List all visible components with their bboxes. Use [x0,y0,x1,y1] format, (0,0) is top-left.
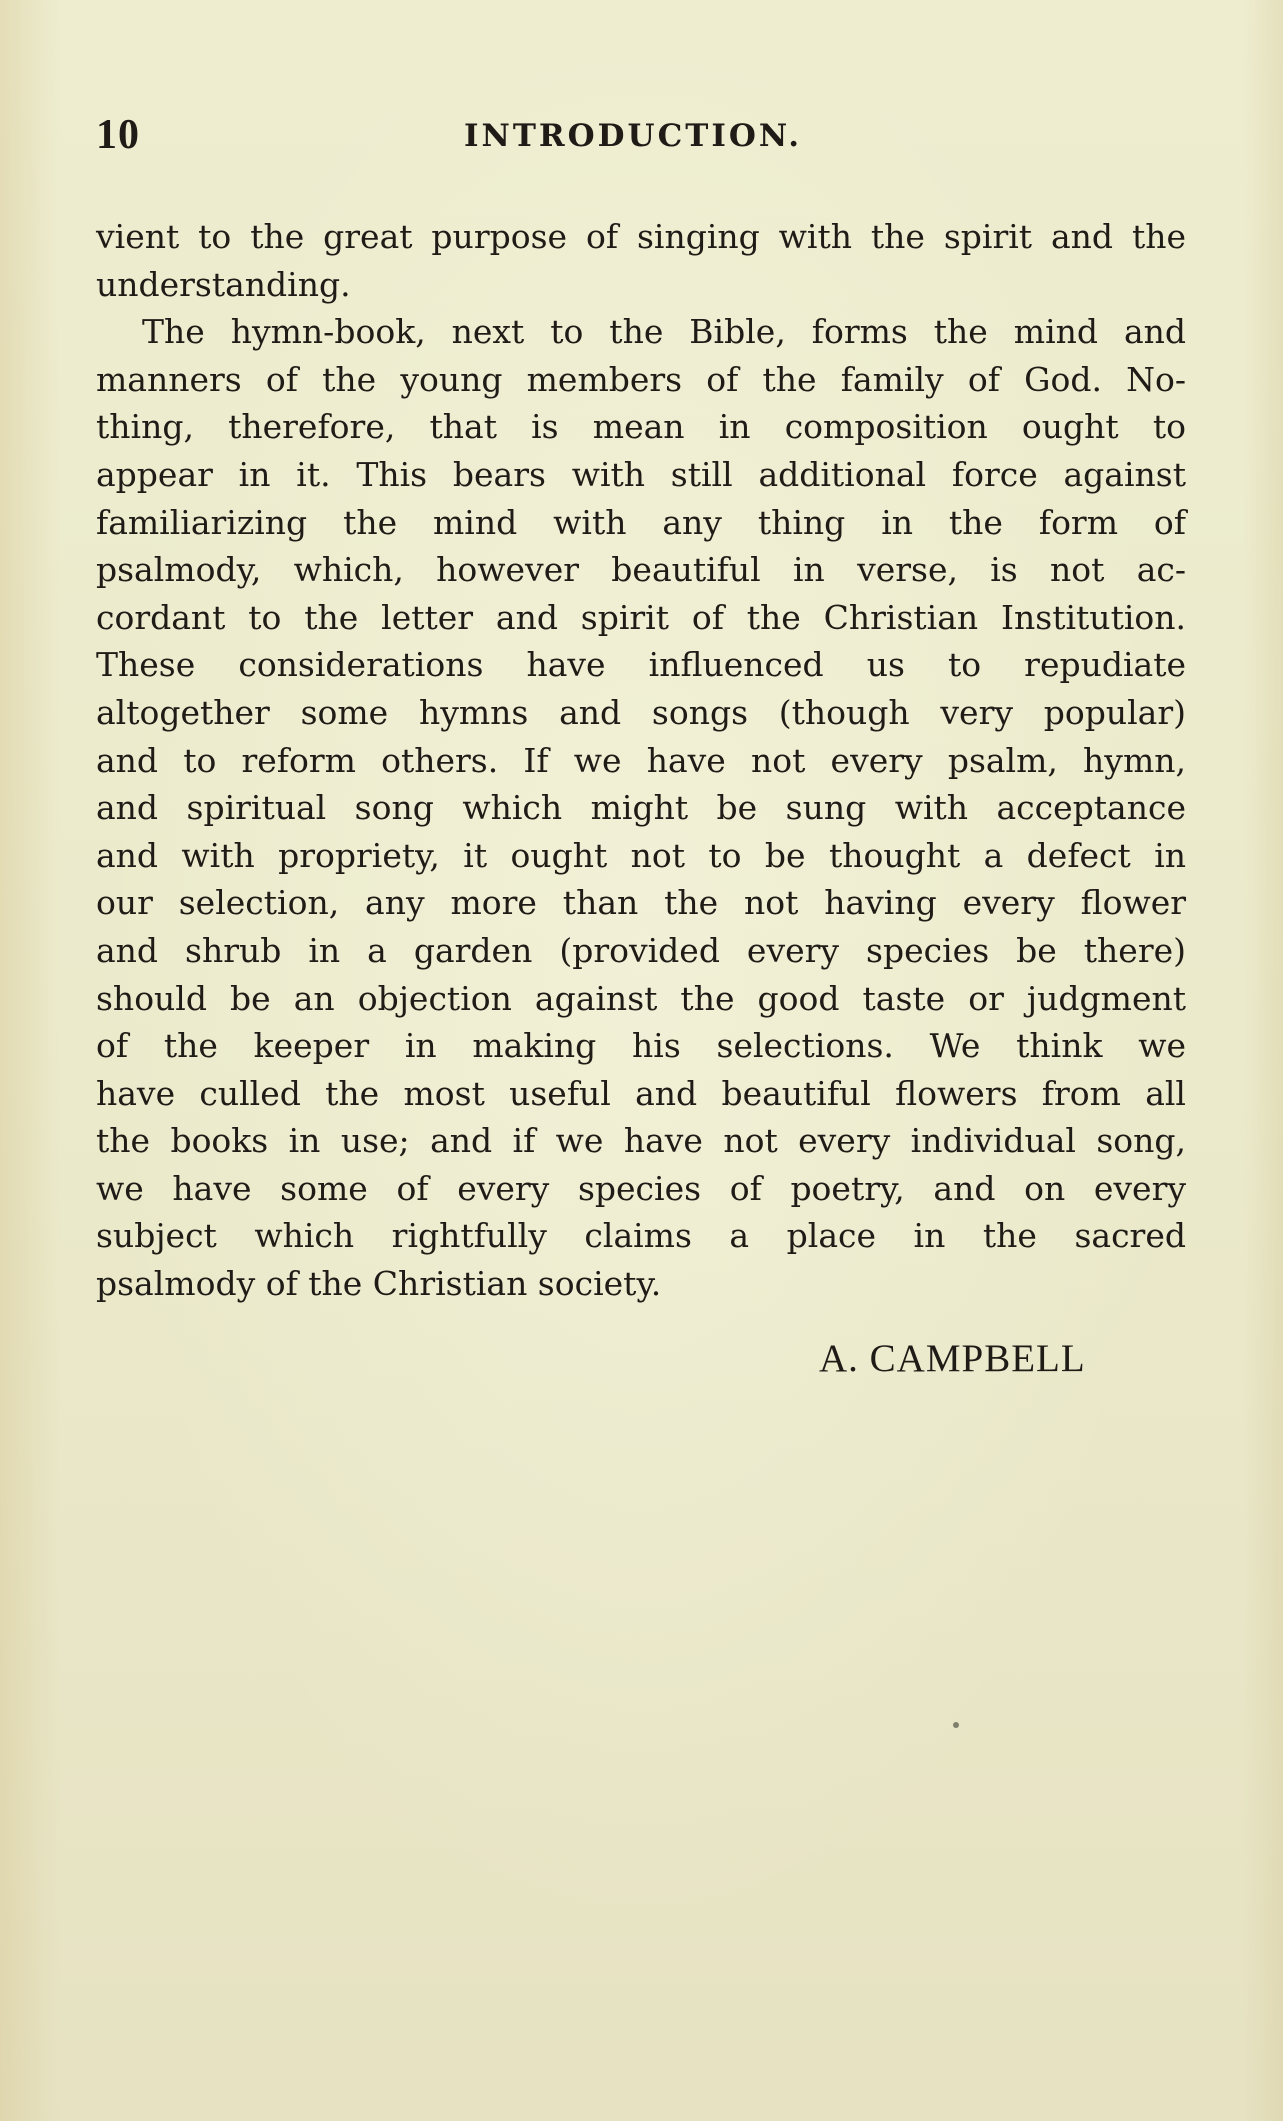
text-line: psalmody of the Christian society. [96,1264,662,1304]
text-line: understanding. [96,264,351,304]
body-text [96,213,1186,1308]
text-line: These considerations have influenced us to repudiate [96,645,1186,685]
text-line: have culled the most useful and beautiful flowers from all [96,1073,1186,1113]
text-line: cordant to the letter and spirit of the Christian Institution. [96,597,1186,637]
text-line: thing, therefore, that is mean in composition ought to [96,407,1186,447]
text-line: manners of the young members of the family of God. No- [96,359,1186,399]
text-line: The hymn-book, next to the Bible, forms the mind and [142,312,1186,352]
text-line: and with propriety, it ought not to be thought a defect in [96,835,1186,875]
text-line: appear in it. This bears with still additional force against [96,454,1186,494]
text-line: psalmody, which, however beautiful in verse, is not ac- [96,550,1186,590]
running-head [96,110,1176,160]
text-line: familiarizing the mind with any thing in the form of [96,502,1186,542]
text-line: of the keeper in making his selections. We think we [96,1026,1186,1066]
text-line: the books in use; and if we have not every individual song, [96,1121,1186,1161]
text-line: subject which rightfully claims a place in the sacred [96,1216,1186,1256]
text-line: altogether some hymns and songs (though very popular) [96,692,1186,732]
page-number: 10 [96,112,140,158]
author-signature: A. CAMPBELL [819,1337,1086,1380]
paper-speck [953,1722,959,1728]
text-line: should be an objection against the good taste or judgment [96,978,1186,1018]
section-title: INTRODUCTION. [464,118,802,154]
text-line: and spiritual song which might be sung with acceptance [96,788,1186,828]
text-line: vient to the great purpose of singing with the spirit and the [96,217,1186,256]
text-line: and shrub in a garden (provided every species be there) [96,930,1186,970]
text-line: and to reform others. If we have not every psalm, hymn, [96,740,1186,780]
text-line: our selection, any more than the not having every flower [96,883,1186,923]
text-line: we have some of every species of poetry, and on every [96,1168,1186,1208]
